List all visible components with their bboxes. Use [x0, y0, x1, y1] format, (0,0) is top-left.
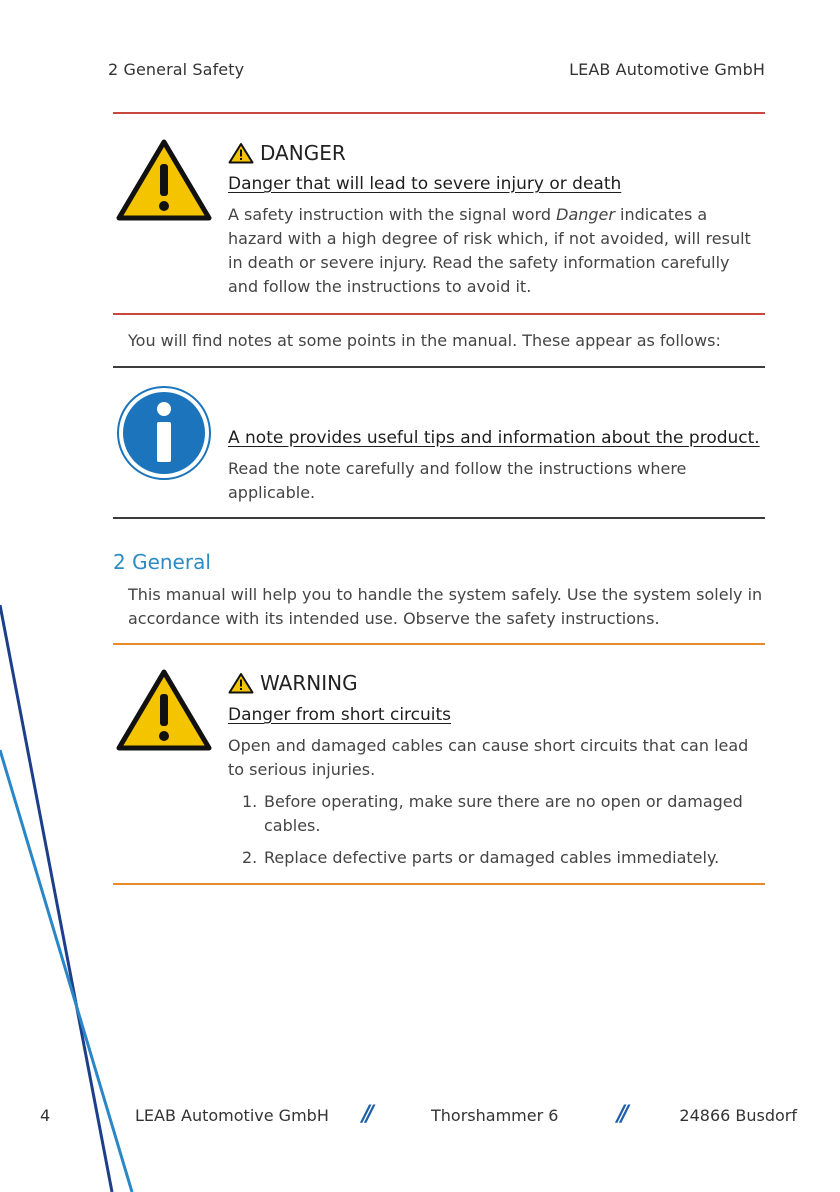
- danger-text-signal-word: Danger: [556, 205, 615, 224]
- danger-text-pre: A safety instruction with the signal word: [228, 205, 557, 224]
- danger-text-post: indicates a hazard with a high degree of risk which, if not avoided, will result in death or severe injury. Read the safety information carefully and follow the instructions to avoid it.: [228, 205, 751, 296]
- warning-subtitle: Danger from short circuits: [228, 705, 452, 725]
- note-box-top-rule: [113, 366, 765, 368]
- step-text: Replace defective parts or damaged cables immediately.: [264, 848, 720, 867]
- decorative-diagonal-lines: [0, 560, 160, 1192]
- warning-triangle-icon: [116, 138, 212, 222]
- footer-separator-1: //: [362, 1102, 371, 1127]
- warning-steps-list: [242, 790, 752, 878]
- footer-street: Thorshammer 6: [431, 1106, 559, 1125]
- footer-company: LEAB Automotive GmbH: [135, 1106, 329, 1125]
- danger-box-top-rule: [113, 112, 765, 114]
- warning-title: [228, 671, 358, 695]
- note-subtitle: A note provides useful tips and information about the product.: [228, 428, 760, 448]
- running-header-company: LEAB Automotive GmbH: [569, 60, 765, 79]
- warning-title-label: WARNING: [260, 671, 358, 695]
- section-text: This manual will help you to handle the system safely. Use the system solely in accordance with its intended use. Observe the safety instructions.: [128, 585, 763, 628]
- warning-box-bottom-rule: [113, 883, 765, 885]
- danger-title: [228, 141, 346, 165]
- note-box-bottom-rule: [113, 517, 765, 519]
- running-header-section: 2 General Safety: [108, 60, 245, 79]
- danger-subtitle: Danger that will lead to severe injury or death: [228, 174, 622, 194]
- warning-triangle-icon: [116, 668, 212, 752]
- step-text: Before operating, make sure there are no open or damaged cables.: [264, 792, 743, 835]
- info-icon: [116, 385, 212, 481]
- danger-text: [228, 203, 758, 299]
- notes-intro: You will find notes at some points in the manual. These appear as follows:: [128, 331, 721, 350]
- list-item: [242, 846, 752, 870]
- page-number: 4: [40, 1106, 51, 1125]
- danger-title-label: DANGER: [260, 141, 346, 165]
- section-heading: 2 General: [113, 550, 211, 574]
- footer-separator-2: //: [617, 1102, 626, 1127]
- list-item: [242, 790, 752, 838]
- step-number: 2.: [242, 848, 258, 867]
- warning-text: Open and damaged cables can cause short circuits that can lead to serious injuries.: [228, 736, 749, 779]
- small-warning-icon: [228, 142, 254, 164]
- small-warning-icon: [228, 672, 254, 694]
- danger-box-bottom-rule: [113, 313, 765, 315]
- step-number: 1.: [242, 792, 258, 811]
- note-text: Read the note carefully and follow the instructions where applicable.: [228, 459, 687, 502]
- footer-city: 24866 Busdorf: [679, 1106, 797, 1125]
- warning-box-top-rule: [113, 643, 765, 645]
